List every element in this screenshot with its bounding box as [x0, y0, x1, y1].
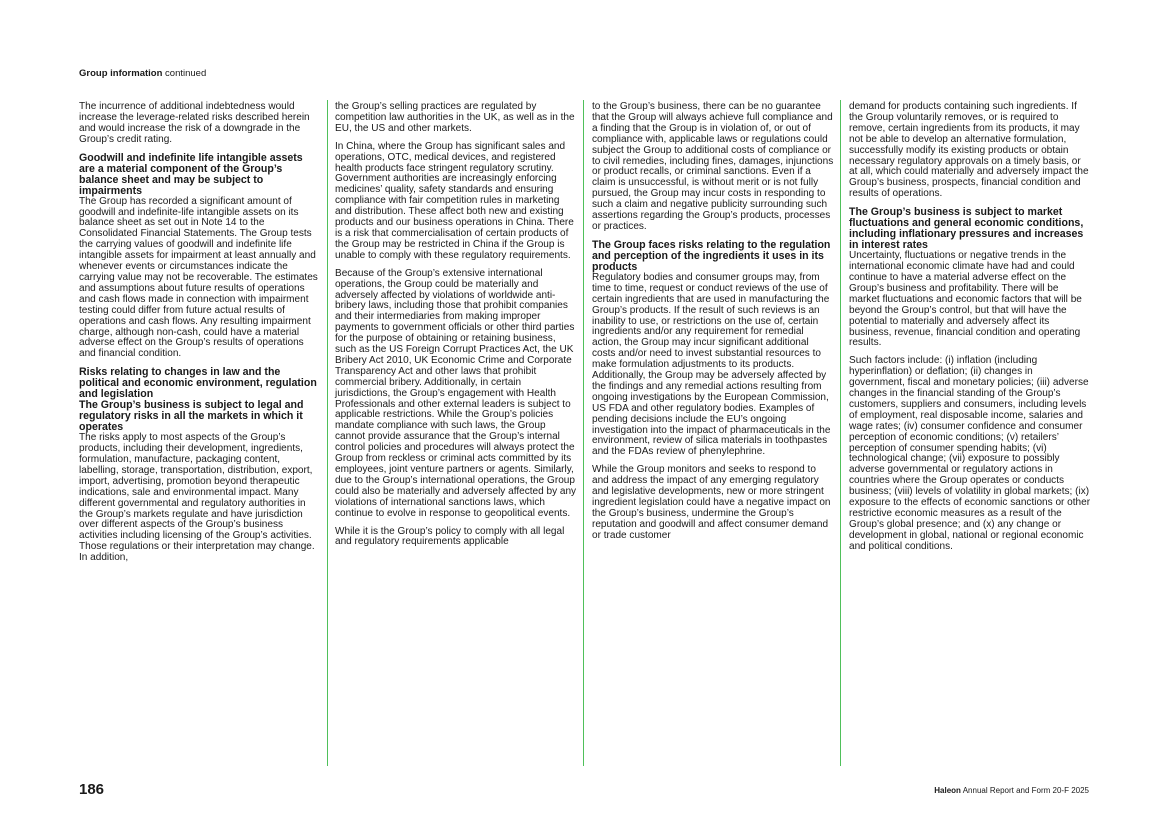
- column-divider-1: [327, 100, 328, 766]
- page-number: 186: [79, 781, 105, 798]
- header-section: Group information: [79, 68, 163, 79]
- paragraph: The Group has recorded a significant amount of goodwill and indefinite-life intangible assets on its balance sheet as set out in Note 14 to the Consolidated Financial Statements. The Group tests the carrying values of goodwill and indefinite life intangible assets for impairment at least annually and whenever events or circumstances indicate the carrying value may not be recoverable. The estimates and assumptions about future results of operations and cash flows made in connection with impairment testing could differ from future actual results of operations and cash flows. Any resulting impairment charge, although non-cash, could have a material adverse effect on the Group’s results of operations and financial condition.: [79, 195, 318, 360]
- paragraph: In China, where the Group has significant sales and operations, OTC, medical devices, and registered health products face stringent regulatory scrutiny. Government authorities are increasingly enforcing medicines’ quality, safety standards and ensuring compliance with fair competition rules in marketing and distribution. These affect both new and existing products and our business operations in China. There is a risk that commercialisation of certain products of the Group may be restricted in China if the Group is unable to comply with these regulatory requirements.: [335, 140, 574, 261]
- paragraph: While it is the Group’s policy to comply with all legal and regulatory requirements applicable: [335, 525, 565, 548]
- paragraph: Regulatory bodies and consumer groups may, from time to time, request or conduct reviews of the use of certain ingredients that are used in manufacturing the Group’s products. If the result of such reviews is an inability to use, or restrictions on the use of, certain ingredients and/or any requirement for remedial action, the Group may incur significant additional costs and/or need to invest substantial resources to make formulation adjustments to its products. Additionally, the Group may be adversely affected by the findings and any remedial actions resulting from ongoing investigations by the European Commission, US FDA and other regulatory bodies. Examples of pending decisions include the EU’s ongoing investigation into the impact of pharmaceuticals in the environment, review of silica materials in toothpastes and the FDAs review of phenylephrine.: [592, 271, 831, 458]
- heading-market-fluctuations: The Group’s business is subject to market fluctuations and general economic conditions, including inflationary pressures and increases in interest rates: [849, 206, 1084, 252]
- footer-report-title: Annual Report and Form 20-F 2025: [960, 786, 1089, 795]
- header-suffix: continued: [162, 68, 207, 79]
- heading-goodwill: Goodwill and indefinite life intangible assets are a material component of the Group’s balance sheet and may be subject to impairments: [79, 151, 303, 197]
- column-1: [79, 102, 321, 571]
- column-divider-3: [840, 100, 841, 766]
- column-2: [335, 102, 577, 555]
- column-4: [849, 102, 1091, 560]
- running-header: [79, 68, 206, 79]
- paragraph: The incurrence of additional indebtedness would increase the leverage-related risks described herein and would increase the risk of a downgrade in the Group’s credit rating.: [79, 101, 310, 145]
- footer-brand: Haleon: [934, 786, 961, 795]
- paragraph: the Group’s selling practices are regulated by competition law authorities in the UK, as well as in the EU, the US and other markets.: [335, 101, 575, 134]
- paragraph: Such factors include: (i) inflation (including hyperinflation) or deflation; (ii) changes in government, fiscal and monetary policies; (iii) adverse changes in the financial standing of the Group’s customers, suppliers and consumers, including levels of employment, real disposable income, salaries and wage rates; (iv) consumer confidence and consumer perception of economic conditions; (v) retailers’ perception of consumer spending habits; (vi) technological change; (vii) exposure to possibly adverse governmental or regulatory actions in countries where the Group operates or conducts business; (viii) levels of volatility in global markets; (ix) exposure to the effects of economic sanctions or other restrictive economic measures as a result of the Group’s global presence; and (x) any change or development in global, national or regional economic and political conditions.: [849, 355, 1091, 552]
- heading-ingredients: The Group faces risks relating to the regulation and perception of the ingredients it uses in its products: [592, 238, 831, 273]
- column-3: [592, 102, 834, 549]
- paragraph: to the Group’s business, there can be no guarantee that the Group will always achieve full compliance and a finding that the Group is in violation of, or out of compliance with, applicable laws or regulations could subject the Group to additional costs of compliance or to civil remedies, including fines, damages, injunctions or product recalls, or criminal sanctions. Even if a claim is unsuccessful, is without merit or is not fully pursued, the Group may incur costs in responding to such a claim and negative publicity surrounding such assertions regarding the Group’s products, processes or practices.: [592, 101, 834, 232]
- paragraph: Because of the Group’s extensive international operations, the Group could be materially and adversely affected by violations of worldwide anti-bribery laws, including those that prohibit companies and their intermediaries from making improper payments to government officials or other third parties for the purpose of obtaining or retaining business, such as the US Foreign Corrupt Practices Act, the UK Bribery Act 2010, UK Economic Crime and Corporate Transparency Act and other laws that prohibit commercial bribery. Additionally, in certain jurisdictions, the Group’s engagement with Health Professionals and other external leaders is subject to applicable restrictions. While the Group’s policies mandate compliance with such laws, the Group cannot provide assurance that the Group’s internal control policies and procedures will always protect the Group from reckless or criminal acts committed by its employees, joint venture partners or agents. Similarly, due to the Group’s international operations, the Group could also be materially and adversely affected by any violations of international sanctions laws, which continue to evolve in response to geopolitical events.: [335, 267, 577, 519]
- paragraph: Uncertainty, fluctuations or negative trends in the international economic climate have had and could continue to have a material adverse effect on the Group’s business and profitability. There will be market fluctuations and economic factors that will be beyond the Group’s control, but that will have the potential to materially and adversely affect its business, revenue, financial condition and operating results.: [849, 250, 1082, 349]
- heading-law-changes: Risks relating to changes in law and the political and economic environment, regulation and legislation: [79, 366, 317, 401]
- running-footer: [934, 786, 1089, 795]
- paragraph: The risks apply to most aspects of the Group’s products, including their development, ingredients, formulation, manufacture, packaging content, labelling, storage, transportation, distribution, export, import, advertising, promotion beyond therapeutic indications, sale and environmental impact. Many different governmental and regulatory authorities in the Group’s markets regulate and have jurisdiction over different aspects of the Group’s business activities including licensing of the Group’s activities. Those regulations or their interpretation may change. In addition,: [79, 432, 315, 564]
- paragraph: demand for products containing such ingredients. If the Group voluntarily removes, or is required to remove, certain ingredients from its products, it may not be able to develop an alternative formulation, successfully modify its existing products or obtain necessary regulatory approvals on a timely basis, or at all, which could materially and adversely impact the Group’s business, prospects, financial condition and results of operations.: [849, 101, 1089, 200]
- subheading-legal-risks: The Group’s business is subject to legal and regulatory risks in all the markets in which it operates: [79, 399, 304, 434]
- paragraph: While the Group monitors and seeks to respond to and address the impact of any emerging regulatory and legislative developments, new or more stringent ingredient legislation could have a negative impact on the Group’s business, undermine the Group’s reputation and goodwill and affect consumer demand or trade customer: [592, 464, 831, 541]
- column-divider-2: [583, 100, 584, 766]
